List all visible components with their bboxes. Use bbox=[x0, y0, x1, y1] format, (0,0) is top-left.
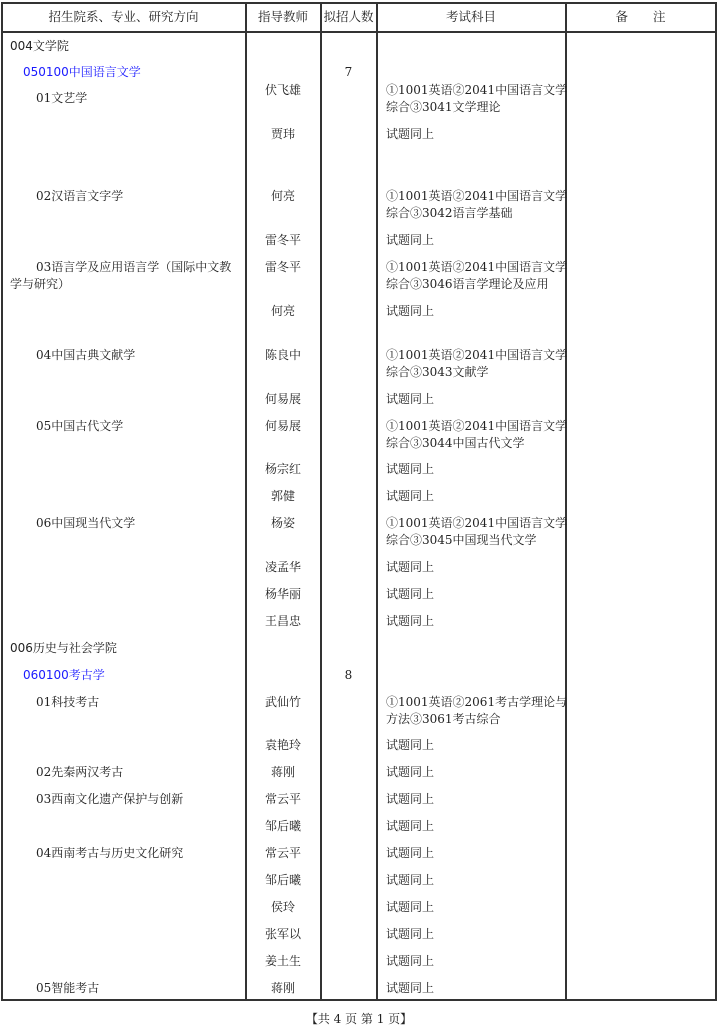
exam-cell: ①1001英语②2041中国语言文学 bbox=[386, 260, 568, 274]
advisor-cell: 杨华丽 bbox=[264, 587, 301, 601]
advisor-cell: 何易展 bbox=[264, 419, 301, 433]
exam-cell: 试题同上 bbox=[386, 954, 435, 968]
advisor-cell: 常云平 bbox=[264, 792, 301, 806]
exam-cell: 试题同上 bbox=[386, 846, 435, 860]
quota-cell: 8 bbox=[344, 668, 353, 682]
col-border-quota-exam bbox=[376, 2, 378, 1000]
advisor-cell: 何亮 bbox=[270, 189, 295, 203]
exam-cell: 试题同上 bbox=[386, 489, 435, 503]
program-cell: 04中国古典文献学 bbox=[36, 348, 136, 362]
program-cell: 01文艺学 bbox=[36, 91, 88, 105]
header-exam: 考试科目 bbox=[445, 9, 496, 24]
exam-cell: 试题同上 bbox=[386, 792, 435, 806]
program-cell: 05智能考古 bbox=[36, 981, 100, 995]
advisor-cell: 袁艳玲 bbox=[264, 738, 301, 752]
advisor-cell: 贾玮 bbox=[270, 127, 295, 141]
exam-cell: 试题同上 bbox=[386, 738, 435, 752]
advisor-cell: 凌孟华 bbox=[264, 560, 301, 574]
exam-cell: 试题同上 bbox=[386, 392, 435, 406]
pagination: 【共 4 页 第 1 页】 bbox=[305, 1012, 413, 1026]
advisor-cell: 郭健 bbox=[270, 489, 295, 503]
advisor-cell: 武仙竹 bbox=[264, 695, 301, 709]
advisor-cell: 杨姿 bbox=[270, 516, 295, 530]
program-cell: 01科技考古 bbox=[36, 695, 100, 709]
advisor-cell: 何易展 bbox=[264, 392, 301, 406]
exam-cell: 试题同上 bbox=[386, 560, 435, 574]
exam-cell: 试题同上 bbox=[386, 614, 435, 628]
program-cell: 06中国现当代文学 bbox=[36, 516, 136, 530]
exam-cell: ①1001英语②2041中国语言文学 bbox=[386, 516, 568, 530]
quota-cell: 7 bbox=[344, 65, 353, 79]
advisor-cell: 何亮 bbox=[270, 304, 295, 318]
exam-cell: 试题同上 bbox=[386, 462, 435, 476]
exam-cell-cont: 综合③3046语言学理论及应用 bbox=[386, 277, 549, 291]
exam-cell: 试题同上 bbox=[386, 900, 435, 914]
program-cell: 03语言学及应用语言学（国际中文教 bbox=[36, 260, 232, 274]
exam-cell: 试题同上 bbox=[386, 304, 435, 318]
advisor-cell: 陈良中 bbox=[264, 348, 301, 362]
program-cell: 006历史与社会学院 bbox=[10, 641, 117, 655]
advisor-cell: 姜土生 bbox=[264, 954, 301, 968]
col-border-right bbox=[715, 2, 717, 1000]
program-cell: 02先秦两汉考古 bbox=[36, 765, 124, 779]
exam-cell: 试题同上 bbox=[386, 233, 435, 247]
header-program: 招生院系、专业、研究方向 bbox=[48, 9, 199, 24]
advisor-cell: 雷冬平 bbox=[264, 233, 301, 247]
exam-cell-cont: 综合③3043文献学 bbox=[386, 365, 489, 379]
exam-cell-cont: 方法③3061考古综合 bbox=[386, 712, 501, 726]
exam-cell: 试题同上 bbox=[386, 127, 435, 141]
col-border-advisor-quota bbox=[320, 2, 322, 1000]
advisor-cell: 王昌忠 bbox=[264, 614, 301, 628]
exam-cell: ①1001英语②2041中国语言文学 bbox=[386, 348, 568, 362]
advisor-cell: 侯玲 bbox=[270, 900, 295, 914]
exam-cell: 试题同上 bbox=[386, 819, 435, 833]
exam-cell-cont: 综合③3042语言学基础 bbox=[386, 206, 513, 220]
advisor-cell: 蒋刚 bbox=[270, 981, 295, 995]
advisor-cell: 蒋刚 bbox=[270, 765, 295, 779]
header-quota: 拟招人数 bbox=[323, 9, 374, 24]
exam-cell: ①1001英语②2041中国语言文学 bbox=[386, 419, 568, 433]
advisor-cell: 雷冬平 bbox=[264, 260, 301, 274]
header-notes: 备 注 bbox=[615, 9, 666, 24]
program-cell: 050100中国语言文学 bbox=[23, 65, 141, 79]
advisor-cell: 伏飞雄 bbox=[264, 83, 301, 97]
exam-cell-cont: 综合③3041文学理论 bbox=[386, 100, 501, 114]
program-cell: 03西南文化遗产保护与创新 bbox=[36, 792, 184, 806]
exam-cell: 试题同上 bbox=[386, 927, 435, 941]
exam-cell-cont: 综合③3045中国现当代文学 bbox=[386, 533, 537, 547]
exam-cell: 试题同上 bbox=[386, 873, 435, 887]
exam-cell: ①1001英语②2041中国语言文学 bbox=[386, 83, 568, 97]
exam-cell-cont: 综合③3044中国古代文学 bbox=[386, 436, 525, 450]
program-cell: 02汉语言文字学 bbox=[36, 189, 124, 203]
exam-cell: ①1001英语②2061考古学理论与 bbox=[386, 695, 568, 709]
advisor-cell: 张军以 bbox=[264, 927, 301, 941]
program-cell: 04西南考古与历史文化研究 bbox=[36, 846, 184, 860]
advisor-cell: 邹后曦 bbox=[264, 873, 301, 887]
exam-cell: 试题同上 bbox=[386, 765, 435, 779]
col-border-exam-notes bbox=[565, 2, 567, 1000]
program-cell-cont: 学与研究） bbox=[10, 277, 71, 291]
program-cell: 060100考古学 bbox=[23, 668, 105, 682]
exam-cell: 试题同上 bbox=[386, 981, 435, 995]
table-bottom-border bbox=[1, 999, 717, 1001]
advisor-cell: 杨宗红 bbox=[264, 462, 301, 476]
exam-cell: 试题同上 bbox=[386, 587, 435, 601]
program-cell: 05中国古代文学 bbox=[36, 419, 124, 433]
advisor-cell: 邹后曦 bbox=[264, 819, 301, 833]
advisor-cell: 常云平 bbox=[264, 846, 301, 860]
col-border-left bbox=[1, 2, 3, 1000]
header-advisor: 指导教师 bbox=[257, 9, 308, 24]
exam-cell: ①1001英语②2041中国语言文学 bbox=[386, 189, 568, 203]
program-cell: 004文学院 bbox=[10, 39, 69, 53]
